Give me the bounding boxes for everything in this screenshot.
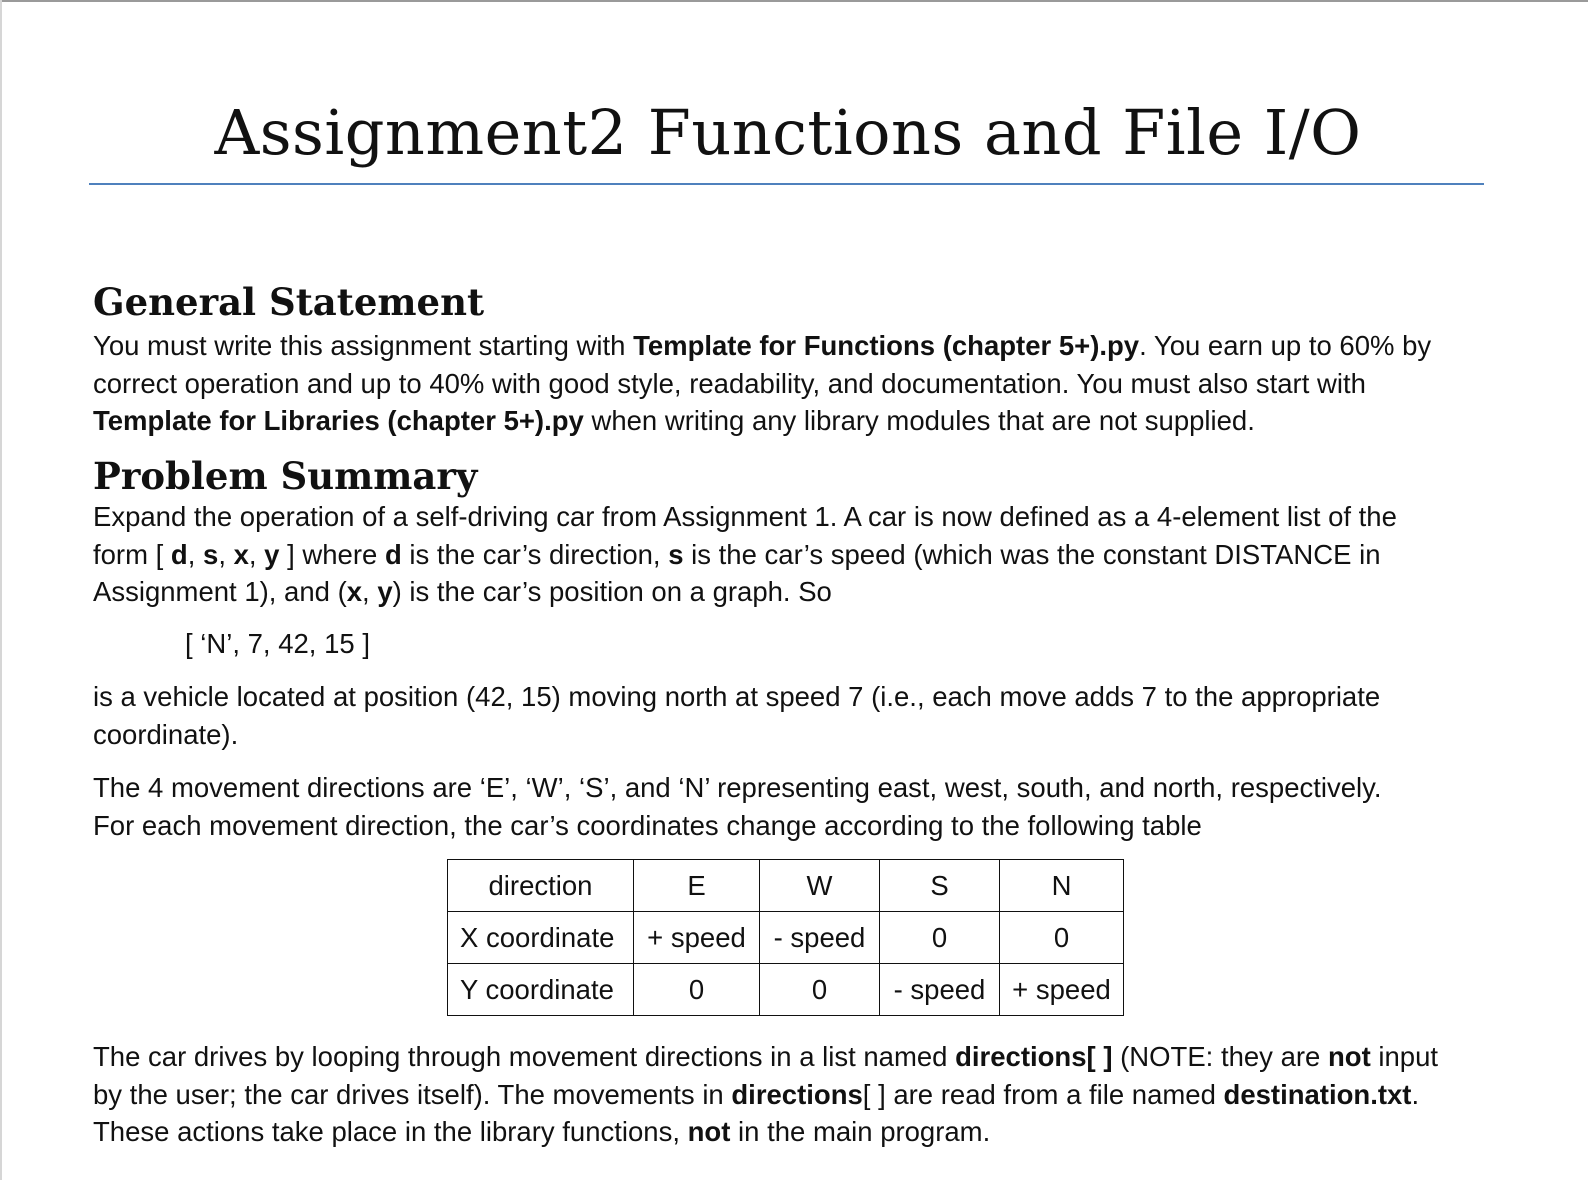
directions-list-name: directions[ ] xyxy=(955,1041,1113,1072)
example-car-list: [ ‘N’, 7, 42, 15 ] xyxy=(185,628,370,659)
table-cell: - speed xyxy=(760,912,880,964)
table-cell: 0 xyxy=(634,964,760,1016)
table-row xyxy=(448,912,1124,964)
text: , xyxy=(218,538,234,570)
text: is the car’s speed (which was the constant DISTANCE in xyxy=(683,538,1381,570)
table-cell: + speed xyxy=(634,912,760,964)
document-title: Assignment2 Functions and File I/O xyxy=(214,96,1362,169)
var-x: x xyxy=(233,538,249,570)
table-cell: X coordinate xyxy=(448,912,634,964)
text: These actions take place in the library functions, xyxy=(93,1116,688,1147)
text: The 4 movement directions are ‘E’, ‘W’, ‘S’, and ‘N’ representing east, west, south, and north, respectively. xyxy=(93,772,1382,803)
var-y: y xyxy=(264,538,280,570)
table-row xyxy=(448,964,1124,1016)
directions-list-name: directions xyxy=(731,1078,863,1110)
direction-coordinate-table xyxy=(447,859,1124,1016)
var-d: d xyxy=(170,538,188,570)
text: The car drives by looping through movement directions in a list named xyxy=(93,1041,956,1072)
table-cell: S xyxy=(880,860,1000,912)
text: , xyxy=(248,538,265,570)
text: You must write this assignment starting with xyxy=(93,330,634,361)
text: is the car’s direction, xyxy=(401,538,669,570)
text: Assignment 1), and ( xyxy=(93,576,347,607)
problem-summary-paragraph xyxy=(93,498,1483,611)
emphasis-not: not xyxy=(1327,1041,1371,1072)
page-left-border xyxy=(0,0,2,1180)
text: correct operation and up to 40% with good style, readability, and documentation. You must also start with xyxy=(93,367,1366,399)
text: coordinate). xyxy=(93,718,239,750)
table-cell: - speed xyxy=(880,964,1000,1016)
var-d: d xyxy=(384,538,402,570)
directions-list-paragraph xyxy=(93,1038,1483,1151)
destination-filename: destination.txt xyxy=(1223,1078,1412,1110)
text: by the user; the car drives itself). The movements in xyxy=(93,1078,732,1110)
table-cell: 0 xyxy=(760,964,880,1016)
text: For each movement direction, the car’s coordinates change according to the following table xyxy=(93,809,1202,841)
table-cell: W xyxy=(760,860,880,912)
var-s: s xyxy=(203,538,219,570)
text: is a vehicle located at position (42, 15) moving north at speed 7 (i.e., each move adds 7 to the appropriate xyxy=(93,681,1381,712)
title-underline xyxy=(89,183,1484,185)
text: . You earn up to 60% by xyxy=(1139,330,1432,361)
general-statement-paragraph xyxy=(93,327,1483,440)
problem-summary-heading: Problem Summary xyxy=(93,454,478,498)
text: Expand the operation of a self-driving car from Assignment 1. A car is now defined as a 4-element list of the xyxy=(93,501,1397,532)
emphasis-not: not xyxy=(687,1116,731,1147)
general-statement-heading: General Statement xyxy=(93,280,485,324)
page-top-border xyxy=(0,0,1588,2)
template-libraries-filename: Template for Libraries (chapter 5+).py xyxy=(93,405,584,436)
table-cell: 0 xyxy=(1000,912,1124,964)
template-functions-filename: Template for Functions (chapter 5+).py xyxy=(633,330,1140,361)
text: , xyxy=(362,576,378,607)
text: when writing any library modules that are not supplied. xyxy=(583,405,1255,436)
table-cell: + speed xyxy=(1000,964,1124,1016)
table-cell: direction xyxy=(448,860,634,912)
text: (NOTE: they are xyxy=(1112,1041,1328,1072)
var-x: x xyxy=(346,576,363,607)
table-cell: E xyxy=(634,860,760,912)
example-explanation-paragraph xyxy=(93,678,1483,753)
text: form [ xyxy=(93,538,171,570)
var-y: y xyxy=(377,576,393,607)
text: [ ] are read from a file named xyxy=(862,1078,1224,1110)
text: input xyxy=(1370,1041,1439,1072)
table-cell: Y coordinate xyxy=(448,964,634,1016)
text: in the main program. xyxy=(730,1116,991,1147)
table-cell: 0 xyxy=(880,912,1000,964)
text: . xyxy=(1411,1078,1420,1110)
text: , xyxy=(187,538,204,570)
var-s: s xyxy=(668,538,684,570)
table-cell: N xyxy=(1000,860,1124,912)
text: ) is the car’s position on a graph. So xyxy=(392,576,832,607)
text: ] where xyxy=(279,538,385,570)
directions-paragraph xyxy=(93,769,1483,844)
table-header-row xyxy=(448,860,1124,912)
